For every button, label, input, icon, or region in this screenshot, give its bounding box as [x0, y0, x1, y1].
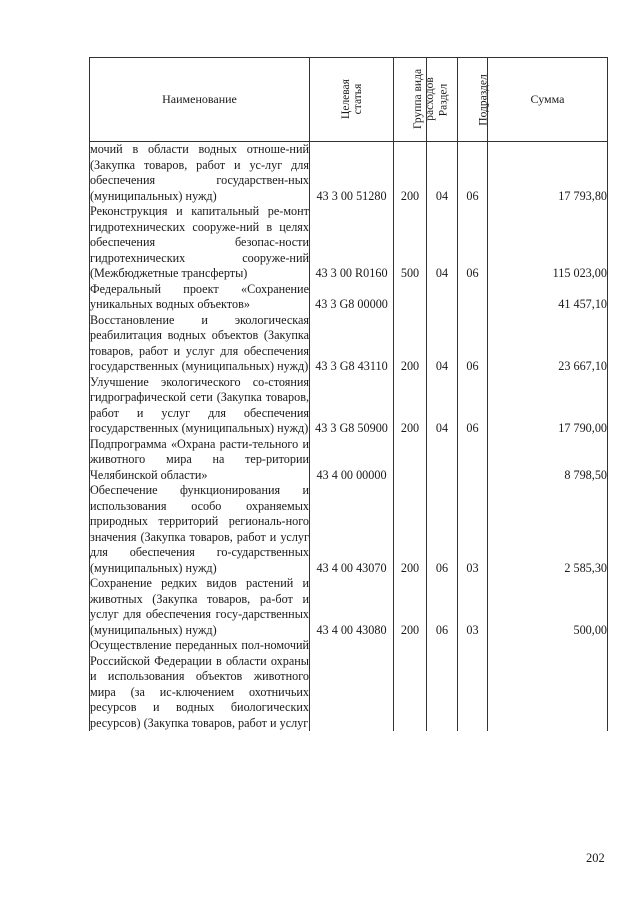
row-name: Сохранение редких видов растений и животных (Закупка товаров, ра-бот и услуг для обеспечения госу-дарственных (муниципальных) нужд): [90, 576, 309, 637]
row-subsection: 06: [458, 142, 488, 205]
row-name: Федеральный проект «Сохранение уникальных водных объектов»: [90, 281, 309, 311]
row-name: мочий в области водных отноше-ний (Закупка товаров, работ и ус-луг для обеспечения государствен-ных (муниципальных) нужд): [90, 142, 309, 203]
row-target-article: 43 3 G8 50900: [310, 375, 394, 437]
table-header: [90, 58, 608, 142]
header-target-article: Целевая статья: [310, 58, 394, 142]
header-expense-group: Группа вида расходов: [394, 58, 427, 142]
row-name: Подпрограмма «Охрана расти-тельного и животного мира на тер-ритории Челябинской области»: [90, 436, 309, 482]
row-target-article: 43 3 G8 00000: [310, 282, 394, 313]
budget-table: [89, 57, 608, 731]
row-subsection: 06: [458, 204, 488, 282]
row-sum: 500,00: [488, 576, 608, 638]
row-subsection: 06: [458, 313, 488, 375]
header-name: Наименование: [90, 58, 310, 142]
row-sum: 8 798,50: [488, 437, 608, 484]
row-target-article: 43 3 00 R0160: [310, 204, 394, 282]
row-expense-group: 500: [394, 204, 427, 282]
row-sum: 115 023,00: [488, 204, 608, 282]
row-expense-group: 200: [394, 576, 427, 638]
row-section: 06: [427, 576, 458, 638]
row-target-article: [310, 638, 394, 731]
row-name: Реконструкция и капитальный ре-монт гидротехнических сооруже-ний в целях обеспечения безопас-ности гидротехнических сооруже-ний (Межбюджетные трансферты): [90, 204, 309, 280]
row-name: Улучшение экологического со-стояния гидрографической сети (Закупка товаров, работ и услуг для обеспечения государственных (муниципальных) нужд): [90, 374, 309, 435]
row-expense-group: [394, 437, 427, 484]
row-sum: 2 585,30: [488, 483, 608, 576]
row-subsection: [458, 638, 488, 731]
row-expense-group: 200: [394, 483, 427, 576]
table-row: [90, 282, 608, 313]
row-section: 06: [427, 483, 458, 576]
table-row: [90, 437, 608, 484]
page-number: 202: [586, 851, 605, 865]
row-name: Осуществление переданных пол-номочий Российской Федерации в области охраны и использования объектов животного мира (за ис-ключением охотничьих ресурсов и водных биологических ресурсов) (Закупка товаров, работ и услуг: [90, 638, 309, 730]
row-sum: 17 790,00: [488, 375, 608, 437]
row-target-article: 43 3 00 51280: [310, 142, 394, 205]
row-name: Восстановление и экологическая реабилитация водных объектов (Закупка товаров, работ и услуг для обеспечения государственных (муниципальных) нужд): [90, 312, 309, 373]
row-subsection: [458, 282, 488, 313]
row-target-article: 43 3 G8 43110: [310, 313, 394, 375]
row-section: 04: [427, 204, 458, 282]
row-expense-group: 200: [394, 375, 427, 437]
table-row: [90, 576, 608, 638]
row-section: [427, 437, 458, 484]
row-subsection: [458, 437, 488, 484]
row-sum: 41 457,10: [488, 282, 608, 313]
row-section: [427, 282, 458, 313]
row-target-article: 43 4 00 43080: [310, 576, 394, 638]
row-name: Обеспечение функционирования и использования особо охраняемых природных территорий региональ-ного значения (Закупка товаров, работ и услуг для обеспечения го-сударственных (муниципальных) нужд): [90, 483, 309, 575]
row-subsection: 03: [458, 576, 488, 638]
table-row: [90, 483, 608, 576]
row-expense-group: 200: [394, 313, 427, 375]
row-section: 04: [427, 375, 458, 437]
row-section: 04: [427, 313, 458, 375]
row-expense-group: [394, 638, 427, 731]
table-row: [90, 375, 608, 437]
table-body: [90, 142, 608, 732]
row-sum: 23 667,10: [488, 313, 608, 375]
row-section: 04: [427, 142, 458, 205]
row-subsection: 06: [458, 375, 488, 437]
table-row: [90, 313, 608, 375]
row-expense-group: 200: [394, 142, 427, 205]
row-target-article: 43 4 00 43070: [310, 483, 394, 576]
table-row: [90, 204, 608, 282]
header-section: Раздел: [427, 58, 458, 142]
row-sum: 17 793,80: [488, 142, 608, 205]
row-sum: [488, 638, 608, 731]
header-subsection: Подраздел: [458, 58, 488, 142]
row-target-article: 43 4 00 00000: [310, 437, 394, 484]
row-section: [427, 638, 458, 731]
table-row: [90, 638, 608, 731]
row-expense-group: [394, 282, 427, 313]
row-subsection: 03: [458, 483, 488, 576]
table-row: [90, 142, 608, 205]
header-sum: Сумма: [488, 58, 608, 142]
